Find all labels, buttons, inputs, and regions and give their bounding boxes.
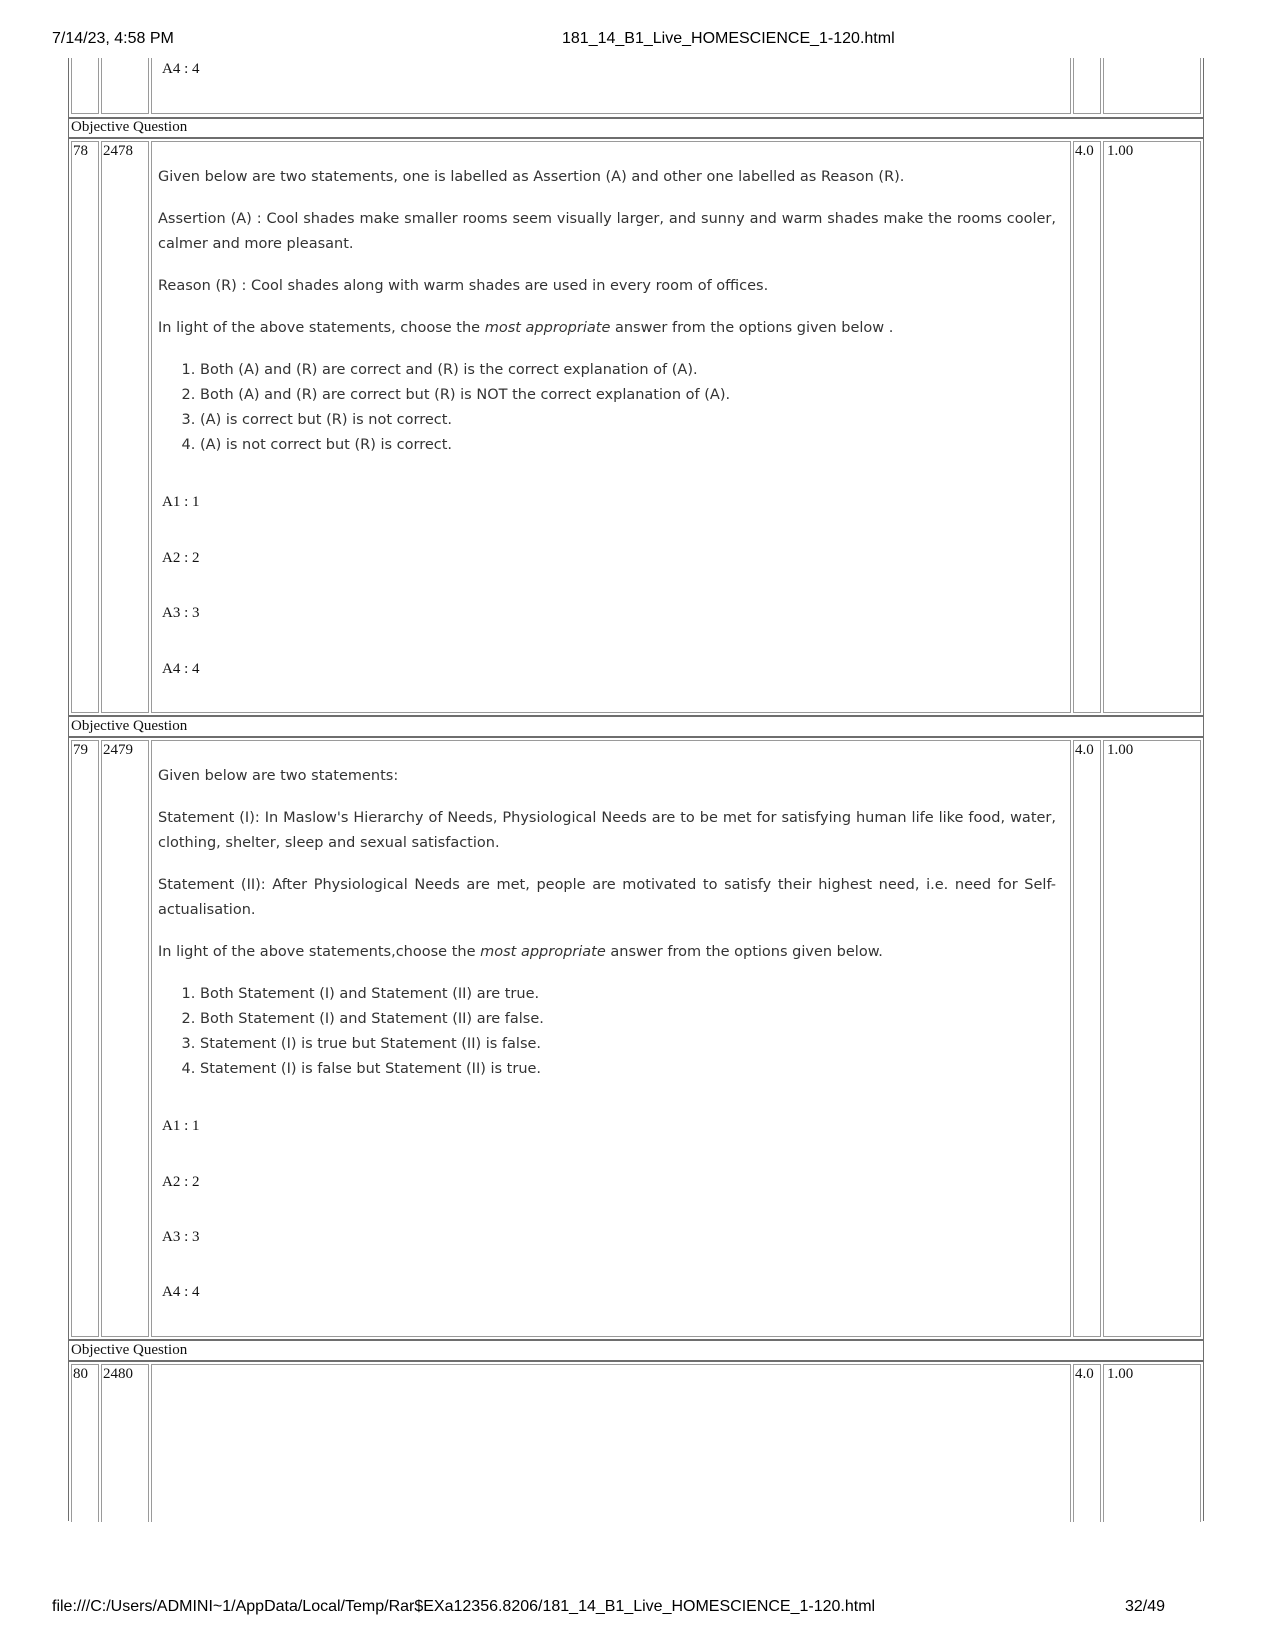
negative-marks-cell [1103, 58, 1201, 114]
section-label: Objective Question [71, 718, 188, 734]
question-block-79 [68, 737, 1204, 1340]
marks-value: 4.0 [1075, 143, 1094, 159]
question-id: 2478 [103, 143, 133, 159]
question-cell [151, 1364, 1071, 1522]
choice-item: 3. Statement (I) is true but Statement (II) is false. [200, 1032, 1056, 1057]
question-instruction: In light of the above statements, choose the most appropriate answer from the options given below . [158, 320, 894, 336]
negative-marks-cell [1103, 141, 1201, 713]
section-label-row [68, 1340, 1204, 1361]
choice-item: 4. (A) is not correct but (R) is correct. [200, 433, 1056, 458]
choice-item: 1. Both Statement (I) and Statement (II) are true. [200, 982, 1056, 1007]
section-label: Objective Question [71, 119, 188, 135]
question-block-80 [68, 1361, 1204, 1521]
negative-marks-value: 1.00 [1107, 742, 1134, 758]
question-cell [151, 58, 1071, 114]
answer-option: A3 : 3 [162, 605, 200, 621]
choice-item: 1. Both (A) and (R) are correct and (R) is the correct explanation of (A). [200, 358, 1056, 383]
print-datetime: 7/14/23, 4:58 PM [52, 30, 174, 47]
qid-cell [101, 740, 149, 1337]
marks-cell [1073, 58, 1101, 114]
sno-cell [71, 58, 99, 114]
choice-item: 3. (A) is correct but (R) is not correct. [200, 408, 1056, 433]
question-intro: Given below are two statements, one is labelled as Assertion (A) and other one labelled as Reason (R). [158, 169, 905, 185]
marks-cell [1073, 1364, 1101, 1522]
print-file-title: 181_14_B1_Live_HOMESCIENCE_1-120.html [562, 30, 895, 47]
question-text [158, 165, 1056, 458]
choice-item: 2. Both (A) and (R) are correct but (R) is NOT the correct explanation of (A). [200, 383, 1056, 408]
question-text [158, 764, 1056, 1082]
question-id: 2479 [103, 742, 133, 758]
qid-cell [101, 58, 149, 114]
question-id: 2480 [103, 1366, 133, 1382]
marks-cell [1073, 141, 1101, 713]
negative-marks-value: 1.00 [1107, 143, 1134, 159]
question-intro: Given below are two statements: [158, 768, 399, 784]
question-number: 78 [73, 143, 88, 159]
statement-one: Statement (I): In Maslow's Hierarchy of Needs, Physiological Needs are to be met for satisfying human life like food, water, clothing, shelter, sleep and sexual satisfaction. [158, 810, 1056, 851]
question-cell [151, 141, 1071, 713]
question-block-78 [68, 138, 1204, 716]
sno-cell [71, 141, 99, 713]
negative-marks-cell [1103, 740, 1201, 1337]
sno-cell [71, 1364, 99, 1522]
qid-cell [101, 141, 149, 713]
qid-cell [101, 1364, 149, 1522]
question-block-prev [68, 58, 1204, 118]
negative-marks-value: 1.00 [1107, 1366, 1134, 1382]
marks-value: 4.0 [1075, 1366, 1094, 1382]
choice-item: 2. Both Statement (I) and Statement (II) are false. [200, 1007, 1056, 1032]
answer-option: A1 : 1 [162, 1118, 200, 1134]
question-cell [151, 740, 1071, 1337]
choice-item: 4. Statement (I) is false but Statement (II) is true. [200, 1057, 1056, 1082]
answer-option: A2 : 2 [162, 550, 200, 566]
print-file-path: file:///C:/Users/ADMINI~1/AppData/Local/Temp/Rar$EXa12356.8206/181_14_B1_Live_HOMESCIENCE_1-120.html [52, 1598, 876, 1615]
print-footer [52, 1598, 1165, 1620]
answer-option: A4 : 4 [162, 61, 200, 77]
marks-cell [1073, 740, 1101, 1337]
answer-option: A3 : 3 [162, 1229, 200, 1245]
sno-cell [71, 740, 99, 1337]
choice-list [158, 982, 1056, 1082]
answer-option: A2 : 2 [162, 1174, 200, 1190]
statement-two: Statement (II): After Physiological Needs are met, people are motivated to satisfy their highest need, i.e. need for Self-actualisation. [158, 877, 1056, 918]
print-header [52, 30, 1165, 52]
question-number: 79 [73, 742, 88, 758]
answer-option: A1 : 1 [162, 494, 200, 510]
assertion-statement: Assertion (A) : Cool shades make smaller rooms seem visually larger, and sunny and warm shades make the rooms cooler, calmer and more pleasant. [158, 211, 1056, 252]
question-number: 80 [73, 1366, 88, 1382]
choice-list [158, 358, 1056, 458]
marks-value: 4.0 [1075, 742, 1094, 758]
print-page-number: 32/49 [1124, 1598, 1165, 1615]
section-label: Objective Question [71, 1342, 188, 1358]
answer-option: A4 : 4 [162, 661, 200, 677]
reason-statement: Reason (R) : Cool shades along with warm shades are used in every room of offices. [158, 278, 769, 294]
question-instruction: In light of the above statements,choose the most appropriate answer from the options given below. [158, 944, 883, 960]
answer-option: A4 : 4 [162, 1284, 200, 1300]
section-label-row [68, 716, 1204, 737]
section-label-row [68, 118, 1204, 138]
negative-marks-cell [1103, 1364, 1201, 1522]
